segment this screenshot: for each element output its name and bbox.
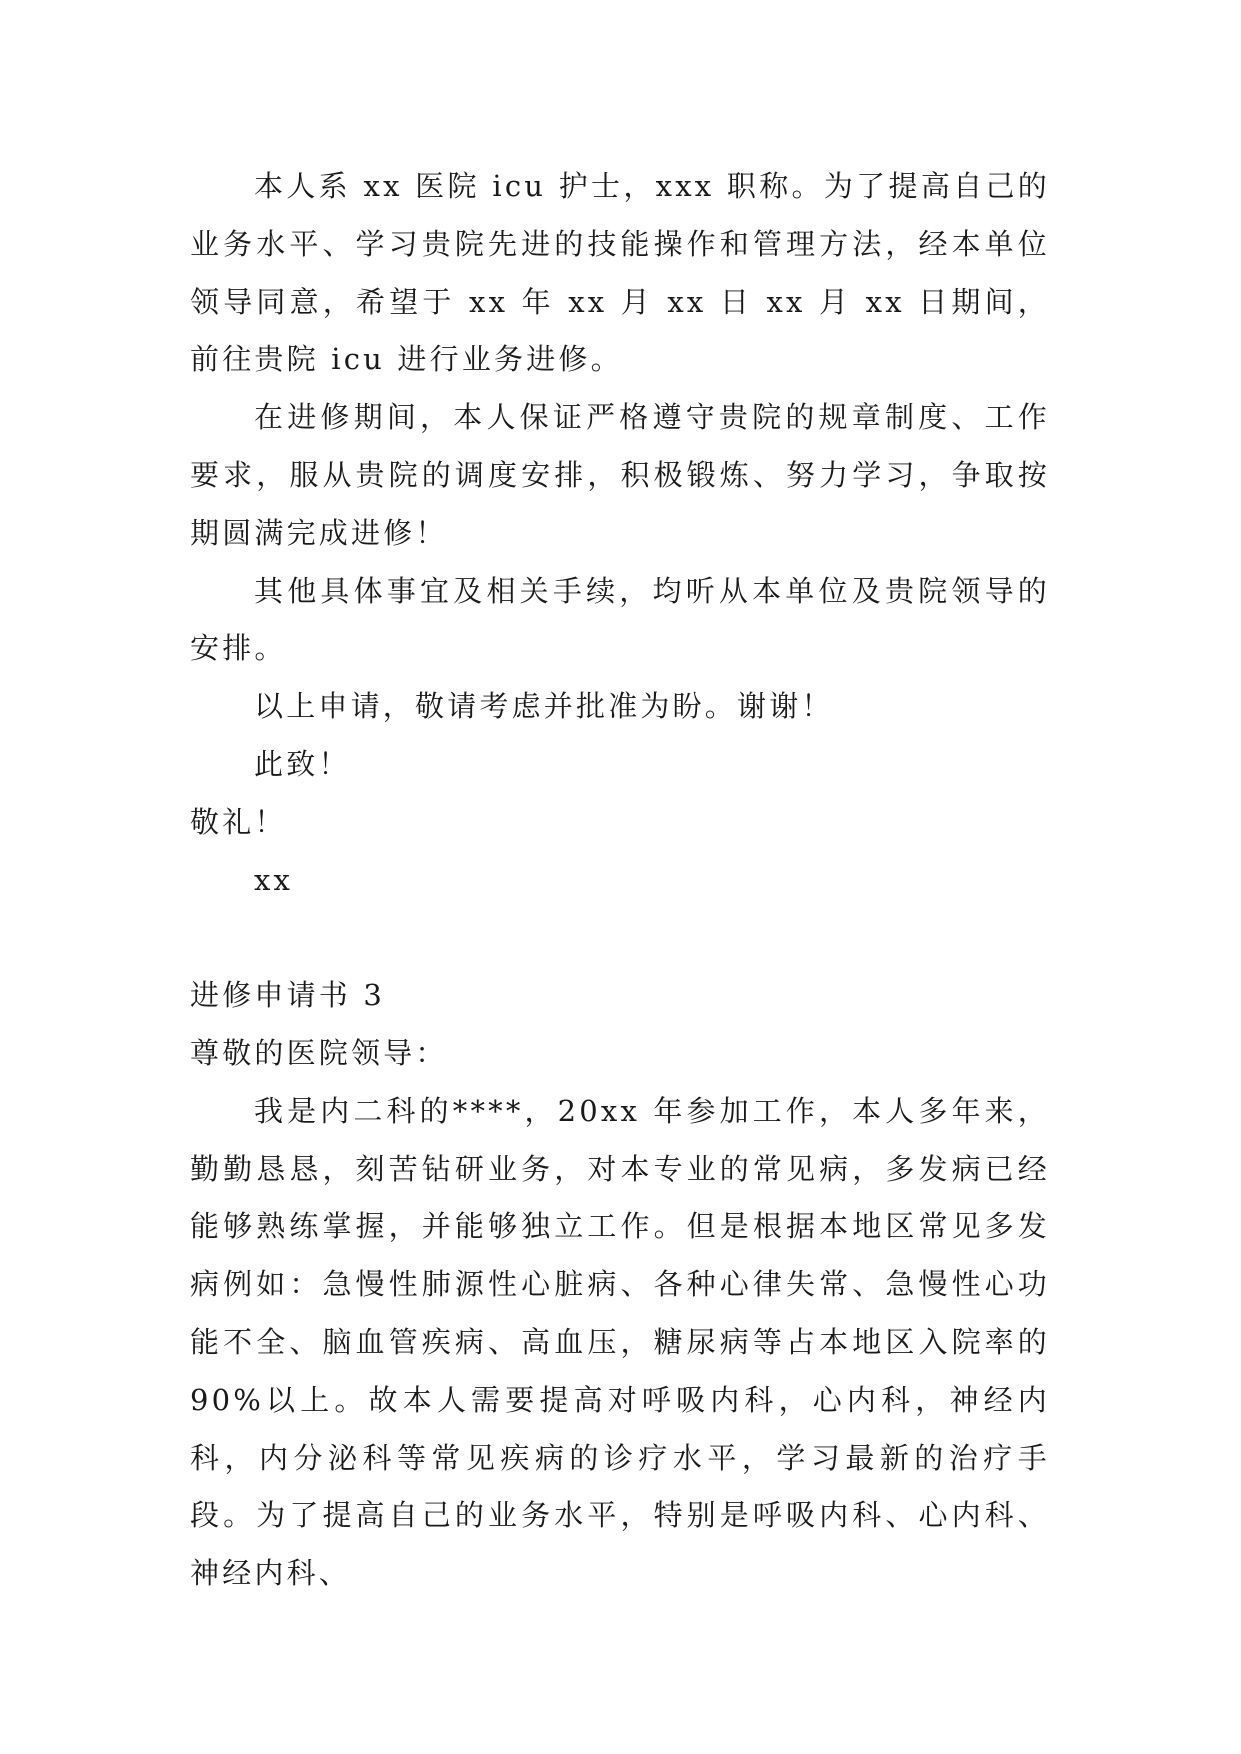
paragraph-background: 我是内二科的****，20xx 年参加工作，本人多年来，勤勤恳恳，刻苦钻研业务，对本专业的常见病，多发病已经能够熟练掌握，并能够独立工作。但是根据本地区常见多发病例如：急慢性肺源性心脏病、各种心律失常、急慢性心功能不全、脑血管疾病、高血压，糖尿病等占本地区入院率的 90%以上。故本人需要提高对呼吸内科，心内科，神经内科，内分泌科等常见疾病的诊疗水平，学习最新的治疗手段。为了提高自己的业务水平，特别是呼吸内科、心内科、神经内科、 (190, 1093, 1050, 1591)
section-title: 进修申请书 3 (190, 978, 386, 1013)
document-body (190, 158, 1050, 1603)
signature: xx (254, 862, 294, 897)
closing-salute: 敬礼！ (190, 804, 287, 839)
salutation: 尊敬的医院领导： (190, 1035, 448, 1070)
paragraph-commitment: 在进修期间，本人保证严格遵守贵院的规章制度、工作要求，服从贵院的调度安排，积极锻炼、努力学习，争取按期圆满完成进修！ (190, 400, 1050, 550)
paragraph-arrangements: 其他具体事宜及相关手续，均听从本单位及贵院领导的安排。 (190, 573, 1050, 666)
paragraph-intro: 本人系 xx 医院 icu 护士，xxx 职称。为了提高自己的业务水平、学习贵院先进的技能操作和管理方法，经本单位领导同意，希望于 xx 年 xx 月 xx 日 xx 月 xx 日期间，前往贵院 icu 进行业务进修。 (190, 169, 1050, 377)
closing-greeting: 此致！ (254, 746, 351, 781)
blank-line (190, 909, 1050, 967)
paragraph-request: 以上申请，敬请考虑并批准为盼。谢谢！ (254, 689, 834, 724)
